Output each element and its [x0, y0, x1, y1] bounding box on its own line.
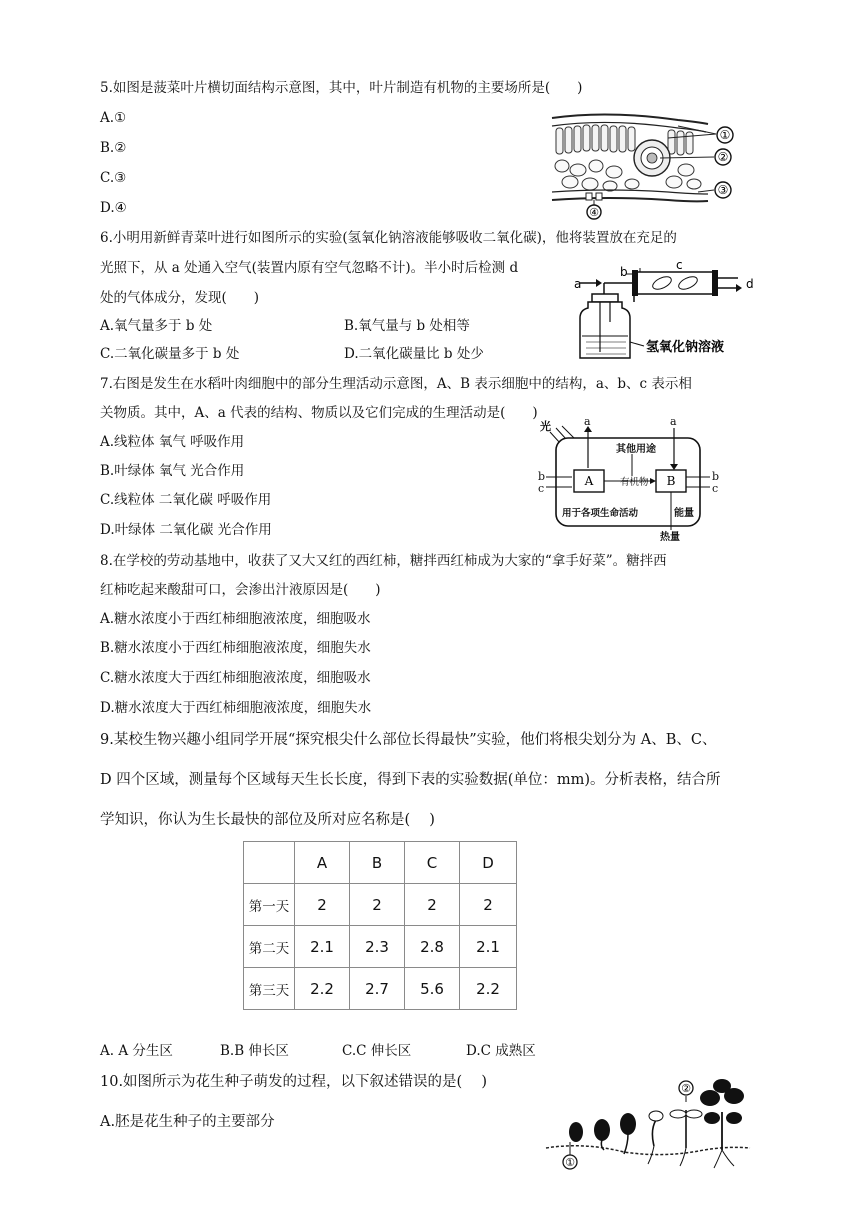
q5-option-a[interactable]: A.① — [100, 110, 127, 126]
q7-fig-energy: 能量 — [674, 508, 694, 519]
q7-box-a: A — [584, 474, 594, 488]
q7-stem-line1: 7.右图是发生在水稻叶肉细胞中的部分生理活动示意图，A、B 表示细胞中的结构，a、b、c 表示相 — [100, 376, 692, 392]
q7-fig-c-right: c — [712, 482, 719, 495]
q6-option-d[interactable]: D.二氧化碳量比 b 处少 — [344, 346, 484, 362]
q6-label-d: d — [746, 277, 754, 291]
q7-stem-line2: 关物质。其中，A、a 代表的结构、物质以及它们完成的生理活动是( ) — [100, 405, 538, 421]
q5-option-b[interactable]: B.② — [100, 140, 127, 156]
q8-option-a[interactable]: A.糖水浓度小于西红柿细胞液浓度，细胞吸水 — [100, 611, 371, 627]
q7-fig-life-activity: 用于各项生命活动 — [562, 508, 639, 519]
q6-stem-line2: 光照下，从 a 处通入空气(装置内原有空气忽略不计)。半小时后检测 d — [100, 260, 519, 276]
q6-option-c[interactable]: C.二氧化碳量多于 b 处 — [100, 346, 240, 362]
table-corner-cell — [244, 842, 295, 884]
q9-option-c[interactable]: C.C 伸长区 — [342, 1043, 412, 1059]
table-header-b: B — [350, 842, 405, 884]
q6-stem-line1: 6.小明用新鲜青菜叶进行如图所示的实验(氢氧化钠溶液能够吸收二氧化碳)，他将装置放在充足的 — [100, 230, 677, 246]
q7-option-a[interactable]: A.线粒体 氧气 呼吸作用 — [100, 434, 245, 450]
q10-fig-label-1: ① — [565, 1156, 575, 1169]
q7-option-d[interactable]: D.叶绿体 二氧化碳 光合作用 — [100, 522, 272, 538]
q9-option-d[interactable]: D.C 成熟区 — [466, 1043, 536, 1059]
table-cell: 2 — [405, 884, 460, 926]
q7-fig-a-left: a — [584, 415, 591, 428]
q6-label-c: c — [676, 262, 683, 272]
table-header-row — [244, 842, 517, 884]
q9-stem-line1: 9.某校生物兴趣小组同学开展“探究根尖什么部位长得最快”实验，他们将根尖划分为 A、B、C、 — [100, 732, 717, 748]
table-cell: 2.1 — [295, 926, 350, 968]
q5-fig-label-1: ① — [719, 128, 731, 142]
cell-process-figure — [536, 414, 726, 542]
table-cell: 2.2 — [460, 968, 517, 1010]
table-row-label: 第三天 — [244, 968, 295, 1010]
q5-stem: 5.如图是菠菜叶片横切面结构示意图，其中，叶片制造有机物的主要场所是( ) — [100, 80, 583, 96]
q9-option-a[interactable]: A. A 分生区 — [100, 1043, 173, 1059]
q7-fig-a-right: a — [670, 415, 677, 428]
q7-fig-heat: 热量 — [660, 532, 680, 542]
q10-option-a[interactable]: A.胚是花生种子的主要部分 — [100, 1114, 275, 1130]
table-cell: 2 — [350, 884, 405, 926]
q9-option-b[interactable]: B.B 伸长区 — [220, 1043, 289, 1059]
q7-option-b[interactable]: B.叶绿体 氧气 光合作用 — [100, 463, 245, 479]
q5-fig-label-2: ② — [717, 150, 729, 164]
q8-option-c[interactable]: C.糖水浓度大于西红柿细胞液浓度，细胞吸水 — [100, 670, 371, 686]
q7-fig-b-left: b — [538, 470, 546, 483]
q8-option-b[interactable]: B.糖水浓度小于西红柿细胞液浓度，细胞失水 — [100, 640, 371, 656]
q10-fig-label-2: ② — [681, 1082, 691, 1095]
table-cell: 2.7 — [350, 968, 405, 1010]
q7-fig-other-use: 其他用途 — [616, 444, 656, 455]
q7-fig-b-right: b — [712, 470, 720, 483]
table-row-label: 第一天 — [244, 884, 295, 926]
q6-option-a[interactable]: A.氧气量多于 b 处 — [100, 318, 213, 334]
table-cell: 2.1 — [460, 926, 517, 968]
q7-fig-organic: 有机物 — [620, 477, 649, 488]
q6-label-b: b — [620, 265, 628, 279]
q7-box-b: B — [666, 474, 676, 488]
q7-fig-light: 光 — [540, 420, 551, 433]
q5-option-c[interactable]: C.③ — [100, 170, 127, 186]
table-row — [244, 968, 517, 1010]
table-row — [244, 884, 517, 926]
q5-fig-label-4: ④ — [589, 206, 599, 219]
table-cell: 2 — [295, 884, 350, 926]
peanut-germination-figure — [544, 1072, 754, 1172]
table-row-label: 第二天 — [244, 926, 295, 968]
table-cell: 2.3 — [350, 926, 405, 968]
table-cell: 2 — [460, 884, 517, 926]
q6-stem-line3: 处的气体成分，发现( ) — [100, 290, 260, 306]
q7-fig-c-left: c — [538, 482, 545, 495]
table-cell: 5.6 — [405, 968, 460, 1010]
q9-stem-line2: D 四个区域，测量每个区域每天生长长度，得到下表的实验数据(单位：mm)。分析表格，结合所 — [100, 772, 721, 788]
q7-option-c[interactable]: C.线粒体 二氧化碳 呼吸作用 — [100, 492, 272, 508]
table-row — [244, 926, 517, 968]
table-header-d: D — [460, 842, 517, 884]
leaf-cross-section-figure — [548, 108, 748, 220]
q8-stem-line2: 红柿吃起来酸甜可口，会渗出汁液原因是( ) — [100, 582, 381, 598]
q10-stem: 10.如图所示为花生种子萌发的过程，以下叙述错误的是( ) — [100, 1074, 487, 1090]
gas-apparatus-figure — [570, 262, 770, 366]
q6-option-b[interactable]: B.氧气量与 b 处相等 — [344, 318, 470, 334]
q8-stem-line1: 8.在学校的劳动基地中，收获了又大又红的西红柿，糖拌西红柿成为大家的“拿手好菜”。糖拌西 — [100, 553, 667, 569]
q6-label-a: a — [574, 277, 582, 291]
q6-figure-caption: 氢氧化钠溶液 — [646, 340, 725, 355]
growth-data-table — [243, 841, 517, 1010]
table-header-c: C — [405, 842, 460, 884]
q5-fig-label-3: ③ — [717, 183, 729, 197]
q5-option-d[interactable]: D.④ — [100, 200, 127, 216]
q8-option-d[interactable]: D.糖水浓度大于西红柿细胞液浓度，细胞失水 — [100, 700, 372, 716]
table-header-a: A — [295, 842, 350, 884]
table-cell: 2.8 — [405, 926, 460, 968]
table-cell: 2.2 — [295, 968, 350, 1010]
q9-stem-line3: 学知识，你认为生长最快的部位及所对应名称是( ) — [100, 812, 435, 828]
